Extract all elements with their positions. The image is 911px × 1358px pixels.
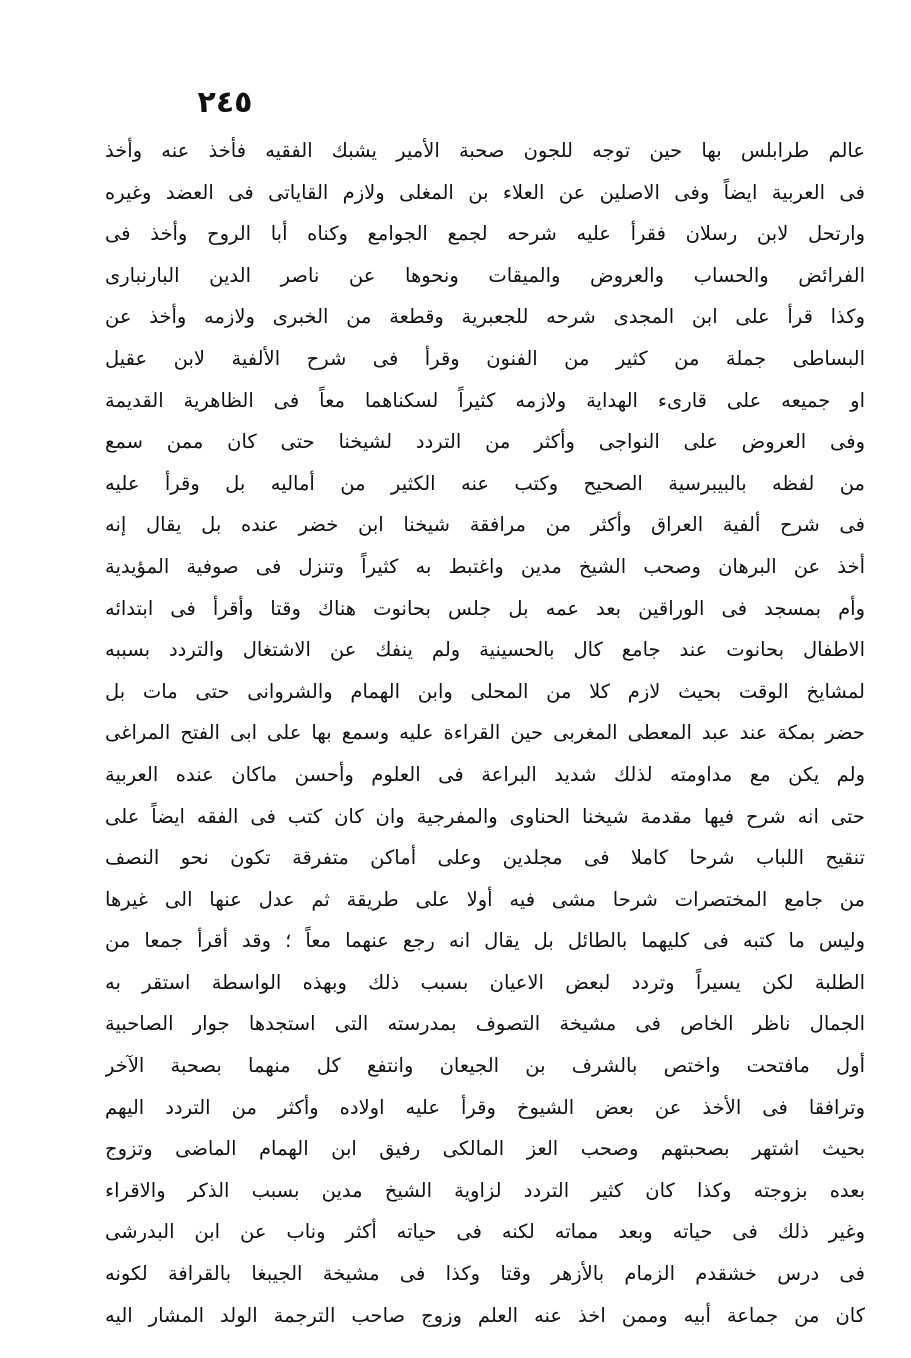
text-line: الطلبة لكن يسيراً وتردد لبعض الاعيان بسبب ذلك وبهذه الواسطة استقر به	[105, 970, 865, 994]
text-line: أخذ عن البرهان وصحب الشيخ مدين واغتبط به كثيراً وتنزل فى صوفية المؤيدية	[105, 554, 865, 578]
text-line: كان من جماعة أبيه وممن اخذ عنه العلم وزوج صاحب الترجمة الولد المشار اليه	[105, 1303, 865, 1327]
text-line: بعده بزوجته وكذا كان كثير التردد لزاوية الشيخ مدين بسبب الذكر والاقراء	[105, 1178, 865, 1202]
text-line: من جامع المختصرات شرحا مشى فيه أولا على طريقة ثم عدل عنها الى غيرها	[105, 887, 865, 911]
text-line: وليس ما كتبه فى كليهما بالطائل بل يقال انه رجع عنهما معاً ؛ وقد أقرأ جمعا من	[105, 929, 865, 953]
text-line: الفرائض والحساب والعروض والميقات ونحوها عن ناصر الدين البارنبارى	[105, 263, 865, 287]
text-line: بحيث اشتهر بصحبتهم وصحب العز المالكى رفيق ابن الهمام الماضى وتزوج	[105, 1137, 865, 1161]
body-text	[105, 130, 865, 1336]
text-line: وفى العروض على النواجى وأكثر من التردد لشيخنا حتى كان ممن سمع	[105, 430, 865, 454]
text-line: لمشايخ الوقت بحيث لازم كلا من المحلى وابن الهمام والشروانى حتى مات بل	[105, 679, 865, 703]
page-number: ٢٤٥	[197, 85, 253, 120]
text-line: عالم طرابلس بها حين توجه للجون صحبة الأمير يشبك الفقيه فأخذ عنه وأخذ	[105, 139, 865, 162]
text-line: فى درس خشقدم الزمام بالأزهر وقتا وكذا فى مشيخة الجيبغا بالقرافة لكونه	[105, 1262, 865, 1286]
text-line: وكذا قرأ على ابن المجدى شرحه للجعبرية وقطعة من الخبرى ولازمه وأخذ عن	[105, 305, 865, 329]
text-line: حضر بمكة عند عبد المعطى المغربى حين القراءة عليه وسمع بها على ابى الفتح المراغى	[105, 721, 865, 745]
text-line: الاطفال بحانوت عند جامع كال بالحسينية ولم ينفك عن الاشتغال والتردد بسببه	[105, 638, 865, 662]
text-line: وأم بمسجد فى الوراقين بعد عمه بل جلس بحانوت هناك وقتا وأقرأ فى ابتدائه	[105, 596, 865, 620]
text-line: فى العربية ايضاً وفى الاصلين عن العلاء بن المغلى ولازم القاياتى فى العضد وغيره	[105, 180, 865, 204]
text-line: وارتحل لابن رسلان فقرأ عليه شرحه لجمع الجوامع وكناه أبا الروح وأخذ فى	[105, 222, 865, 246]
text-line: الجمال ناظر الخاص فى مشيخة التصوف بمدرسته التى استجدها جوار الصاحبية	[105, 1012, 865, 1036]
text-line: او جميعه على قارىء الهداية ولازمه كثيراً لسكناهما معاً فى الظاهرية القديمة	[105, 388, 865, 412]
text-line: ولم يكن مع مداومته لذلك شديد البراعة فى العلوم وأحسن ماكان عنده العربية	[105, 762, 865, 786]
text-line: وترافقا فى الأخذ عن بعض الشيوخ وقرأ عليه اولاده وأكثر من التردد اليهم	[105, 1095, 865, 1119]
text-line: من لفظه بالبيبرسية الصحيح وكتب عنه الكثير من أماليه بل وقرأ عليه	[105, 471, 865, 495]
text-line: فى شرح ألفية العراق وأكثر من مرافقة شيخنا ابن خضر عنده بل يقال إنه	[105, 513, 865, 537]
text-line: تنقيح اللباب شرحا كاملا فى مجلدين وعلى أماكن متفرقة تكون نحو النصف	[105, 846, 865, 870]
text-line: البساطى جملة من كثير من الفنون وقرأ فى شرح الألفية لابن عقيل	[105, 346, 865, 370]
text-line: وغير ذلك فى حياته وبعد مماته لكنه فى حياته أكثر وناب عن ابن البدرشى	[105, 1220, 865, 1244]
text-line: حتى انه شرح فيها مقدمة شيخنا الحناوى والمفرجية وان كان كتب فى الفقه ايضاً على	[105, 804, 865, 828]
text-line: أول مافتحت واختص بالشرف بن الجيعان وانتفع كل منهما بصحبة الآخر	[105, 1054, 865, 1078]
